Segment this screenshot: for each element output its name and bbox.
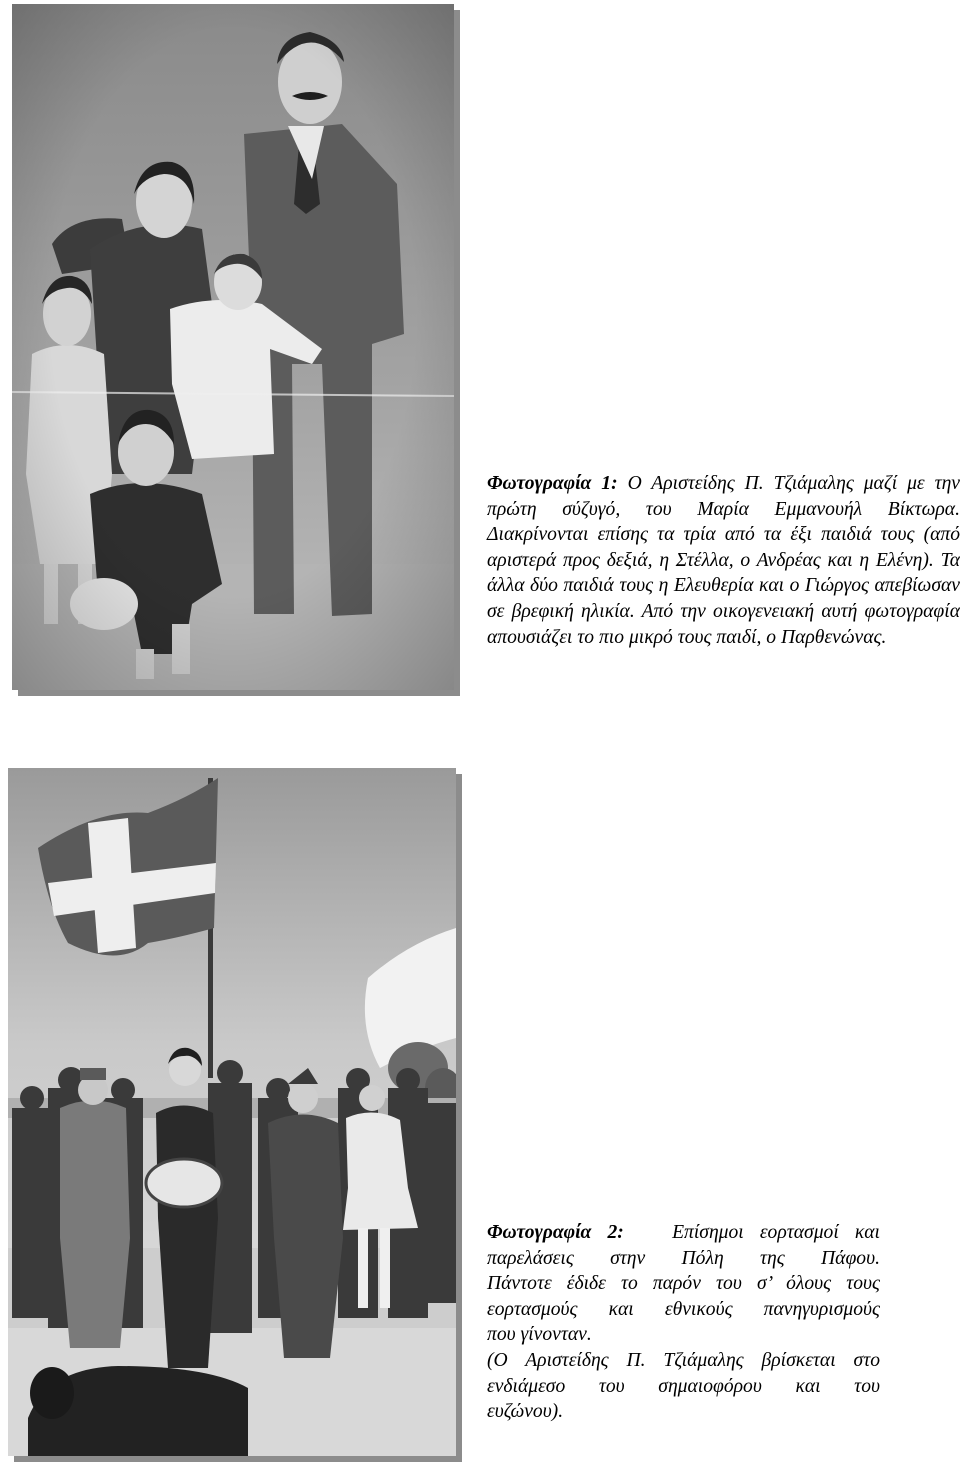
caption-label: Φωτογραφία 2: — [487, 1222, 624, 1243]
caption-line-1 — [487, 1220, 880, 1246]
caption-label: Φωτογραφία 1: — [487, 473, 618, 494]
caption-line-8: ευζώνου). — [487, 1401, 564, 1423]
caption-line-2: παρελάσεις στην Πόλη της Πάφου. — [487, 1247, 880, 1269]
caption-line-4: εορτασμούς και εθνικούς πανηγυρισμούς — [487, 1298, 880, 1320]
caption-photo-2 — [487, 1220, 880, 1425]
parade-image — [8, 768, 456, 1456]
parade-photo — [8, 768, 456, 1456]
family-portrait-photo-icon — [12, 4, 454, 690]
caption-line-6: (Ο Αριστείδης Π. Τζιάμαλης βρίσκεται στο — [487, 1349, 880, 1371]
caption-photo-1 — [487, 471, 960, 650]
caption-text: Επίσημοι εορτασμοί και — [672, 1222, 881, 1243]
family-portrait-image — [12, 4, 454, 690]
caption-text: Ο Αριστείδης Π. Τζιάμαλης μαζί με την πρώτη σύζυγό, του Μαρία Εμμανουήλ Βίκτωρα. Διακρίνονται επίσης τα τρία από τα έξι παιδιά τους (από αριστερά προς δεξιά, η Στέλλα, ο Ανδρέας και η Ελένη). Τα άλλα δύο παιδιά τους η Ελευθερία και ο Γιώργος απεβίωσαν σε βρεφική ηλικία. Από την οικογενειακή αυτή φωτογραφία απουσιάζει το πιο μικρό τους παιδί, ο Παρθενώνας. — [487, 473, 960, 648]
caption-line-5: που γίνονταν. — [487, 1324, 592, 1346]
caption-line-3: Πάντοτε έδιδε το παρόν του σ’ όλους τους — [487, 1273, 880, 1295]
family-photo — [12, 4, 454, 690]
parade-photo-icon — [8, 768, 456, 1456]
caption-line-7: ενδιάμεσο του σημαιοφόρου και του — [487, 1375, 880, 1397]
